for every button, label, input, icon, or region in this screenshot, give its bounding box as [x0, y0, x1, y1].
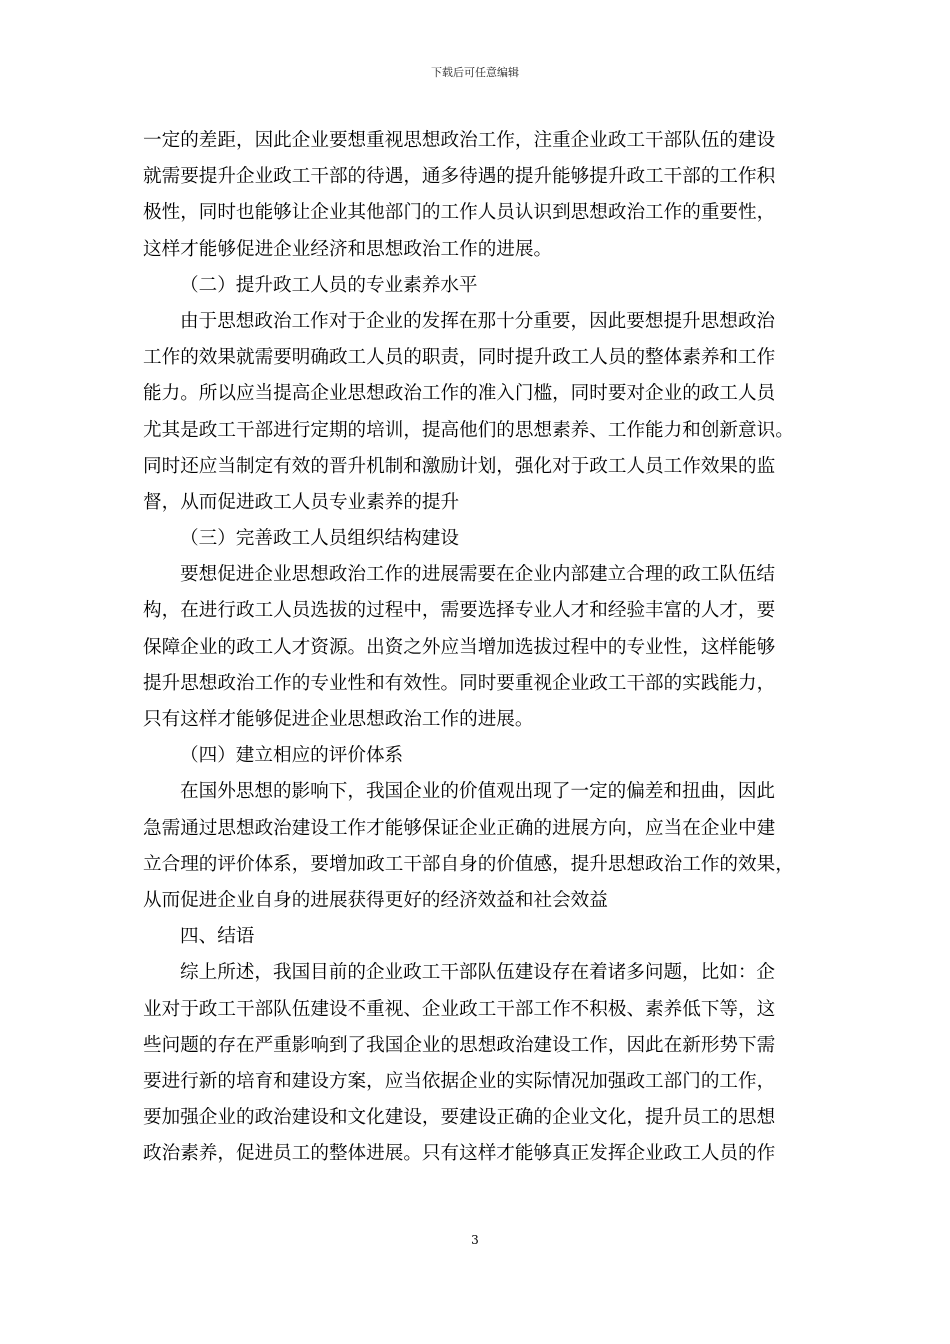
body-line: 要加强企业的政治建设和文化建设，要建设正确的企业文化，提升员工的思想	[143, 1107, 776, 1129]
page-number: 3	[471, 1233, 479, 1247]
body-line: 政治素养，促进员工的整体进展。只有这样才能够真正发挥企业政工人员的作	[143, 1143, 776, 1165]
body-line: 些问题的存在严重影响到了我国企业的思想政治建设工作，因此在新形势下需	[143, 1034, 776, 1056]
document-body	[143, 123, 829, 1172]
section-heading: （三）完善政工人员组织结构建设	[180, 528, 459, 550]
paragraph-first-line: 综上所述，我国目前的企业政工干部队伍建设存在着诸多问题，比如：企	[180, 962, 776, 984]
body-line: 从而促进企业自身的进展获得更好的经济效益和社会效益	[143, 889, 608, 911]
section-heading: （四）建立相应的评价体系	[180, 745, 404, 767]
body-line: 工作的效果就需要明确政工人员的职责，同时提升政工人员的整体素养和工作	[143, 347, 776, 369]
body-line: 急需通过思想政治建设工作才能够保证企业正确的进展方向，应当在企业中建	[143, 817, 776, 839]
body-line: 构，在进行政工人员选拔的过程中，需要选择专业人才和经验丰富的人才，要	[143, 600, 776, 622]
page-header: 下载后可任意编辑	[431, 66, 519, 79]
body-line: 能力。所以应当提高企业思想政治工作的准入门槛，同时要对企业的政工人员	[143, 383, 776, 405]
body-line: 立合理的评价体系，要增加政工干部自身的价值感，提升思想政治工作的效果，	[143, 853, 794, 875]
section-heading: （二）提升政工人员的专业素养水平	[180, 274, 478, 296]
body-line: 同时还应当制定有效的晋升机制和激励计划，强化对于政工人员工作效果的监	[143, 455, 776, 477]
body-line: 尤其是政工干部进行定期的培训，提高他们的思想素养、工作能力和创新意识。	[143, 419, 794, 441]
section-heading: 四、结语	[180, 926, 255, 948]
paragraph-first-line: 由于思想政治工作对于企业的发挥在那十分重要，因此要想提升思想政治	[180, 310, 776, 332]
body-line: 保障企业的政工人才资源。出资之外应当增加选拔过程中的专业性，这样能够	[143, 636, 776, 658]
body-line: 督，从而促进政工人员专业素养的提升	[143, 491, 460, 513]
body-line: 要进行新的培育和建设方案，应当依据企业的实际情况加强政工部门的工作，	[143, 1070, 776, 1092]
body-line: 只有这样才能够促进企业思想政治工作的进展。	[143, 709, 534, 730]
paragraph-first-line: 在国外思想的影响下，我国企业的价值观出现了一定的偏差和扭曲，因此	[180, 781, 776, 803]
body-line: 就需要提升企业政工干部的待遇，通多待遇的提升能够提升政工干部的工作积	[143, 166, 776, 188]
body-line: 这样才能够促进企业经济和思想政治工作的进展。	[143, 238, 553, 260]
body-line: 业对于政工干部队伍建设不重视、企业政工干部工作不积极、素养低下等，这	[143, 998, 776, 1020]
body-line: 一定的差距，因此企业要想重视思想政治工作，注重企业政工干部队伍的建设	[143, 130, 776, 151]
body-line: 极性，同时也能够让企业其他部门的工作人员认识到思想政治工作的重要性，	[143, 202, 776, 224]
body-line: 提升思想政治工作的专业性和有效性。同时要重视企业政工干部的实践能力，	[143, 672, 776, 694]
paragraph-first-line: 要想促进企业思想政治工作的进展需要在企业内部建立合理的政工队伍结	[180, 564, 776, 586]
